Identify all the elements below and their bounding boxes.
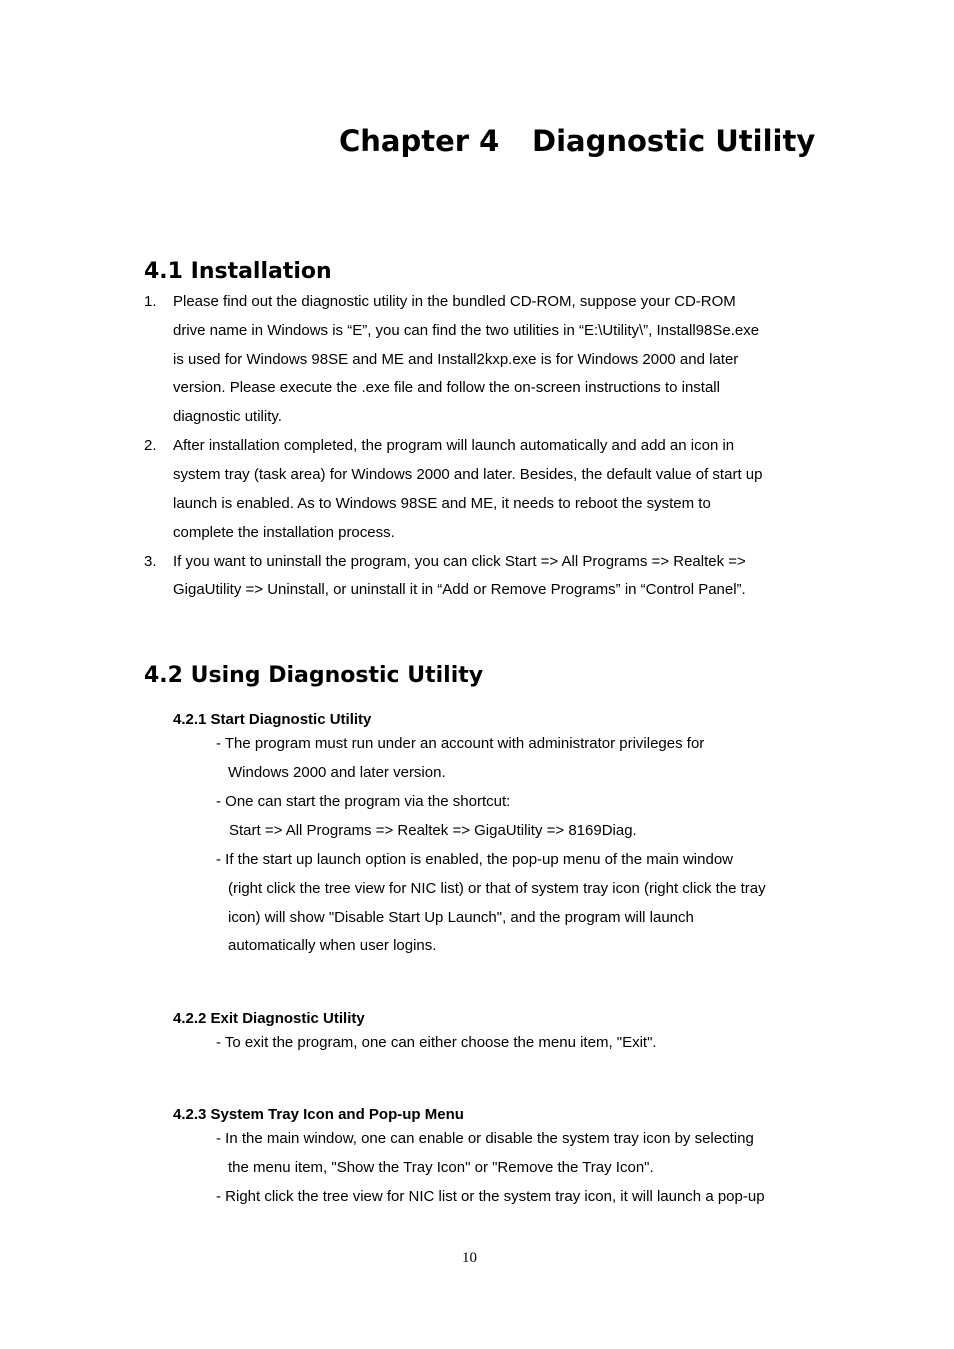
list-item-number: 1. [144,293,157,310]
list-item-line: version. Please execute the .exe file and follow the on-screen instructions to install [173,379,720,396]
list-item-number: 2. [144,437,157,454]
bullet-line: (right click the tree view for NIC list) or that of system tray icon (right click the tray [228,880,766,897]
list-item-line: After installation completed, the program will launch automatically and add an icon in [173,437,735,454]
list-item-number: 3. [144,553,157,570]
list-item-line: Please find out the diagnostic utility in the bundled CD-ROM, suppose your CD-ROM [173,293,736,310]
subsection-heading-tray: 4.2.3 System Tray Icon and Pop-up Menu [173,1106,464,1123]
chapter-number: Chapter 4 [339,124,500,158]
subsection-heading-start: 4.2.1 Start Diagnostic Utility [173,711,372,728]
section-heading-using-utility: 4.2 Using Diagnostic Utility [144,663,484,688]
list-item-line: If you want to uninstall the program, you can click Start => All Programs => Realtek => [173,553,746,570]
bullet-line: - To exit the program, one can either choose the menu item, "Exit". [216,1034,657,1051]
list-item-line: is used for Windows 98SE and ME and Install2kxp.exe is for Windows 2000 and later [173,351,739,368]
section-heading-installation: 4.1 Installation [144,259,332,284]
list-item-line: complete the installation process. [173,524,395,541]
list-item-line: diagnostic utility. [173,408,282,425]
bullet-line: - One can start the program via the shortcut: [216,793,511,810]
bullet-line: Start => All Programs => Realtek => GigaUtility => 8169Diag. [229,822,637,839]
chapter-name: Diagnostic Utility [532,124,816,158]
bullet-line: the menu item, "Show the Tray Icon" or "Remove the Tray Icon". [228,1159,654,1176]
list-item-line: system tray (task area) for Windows 2000 and later. Besides, the default value of start up [173,466,763,483]
bullet-line: - The program must run under an account with administrator privileges for [216,735,705,752]
list-item-line: drive name in Windows is “E”, you can find the two utilities in “E:\Utility\”, Install98Se.exe [173,322,760,339]
bullet-line: - In the main window, one can enable or disable the system tray icon by selecting [216,1130,754,1147]
chapter-title [339,124,815,158]
bullet-line: icon) will show "Disable Start Up Launch", and the program will launch [228,909,694,926]
bullet-line: Windows 2000 and later version. [228,764,446,781]
bullet-line: - If the start up launch option is enabled, the pop-up menu of the main window [216,851,733,868]
subsection-heading-exit: 4.2.2 Exit Diagnostic Utility [173,1010,365,1027]
bullet-line: - Right click the tree view for NIC list or the system tray icon, it will launch a pop-up [216,1188,765,1205]
list-item-line: launch is enabled. As to Windows 98SE and ME, it needs to reboot the system to [173,495,711,512]
bullet-line: automatically when user logins. [228,937,437,954]
list-item-line: GigaUtility => Uninstall, or uninstall it in “Add or Remove Programs” in “Control Panel”. [173,581,746,598]
page-number: 10 [462,1250,477,1266]
